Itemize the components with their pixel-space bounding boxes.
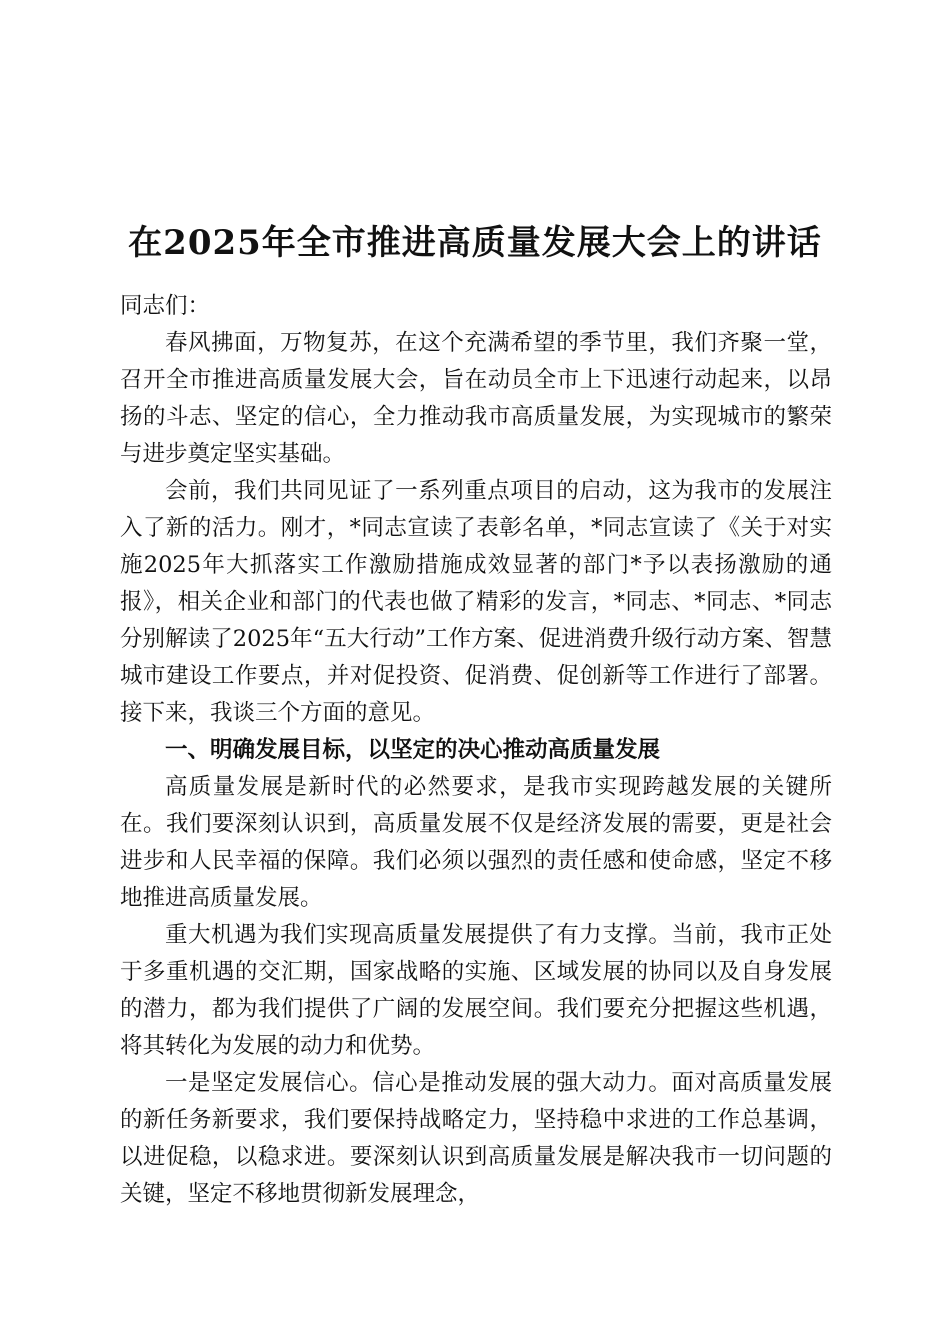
paragraph-section-2: 重大机遇为我们实现高质量发展提供了有力支撑。当前，我市正处于多重机遇的交汇期，国家战略的实施、区域发展的协同以及自身发展的潜力，都为我们提供了广阔的发展空间。我们要充分把握这些机遇，将其转化为发展的动力和优势。 [120,922,832,1059]
document-body [120,288,832,1213]
paragraph-section-1: 高质量发展是新时代的必然要求，是我市实现跨越发展的关键所在。我们要深刻认识到，高质量发展不仅是经济发展的需要，更是社会进步和人民幸福的保障。我们必须以强烈的责任感和使命感，坚定不移地推进高质量发展。 [120,774,832,911]
document-title: 在2025年全市推进高质量发展大会上的讲话 [128,222,822,263]
paragraph-section-3: 一是坚定发展信心。信心是推动发展的强大动力。面对高质量发展的新任务新要求，我们要保持战略定力，坚持稳中求进的工作总基调，以进促稳，以稳求进。要深刻认识到高质量发展是解决我市一切问题的关键，坚定不移地贯彻新发展理念， [120,1070,832,1207]
salutation: 同志们： [120,293,211,319]
section-heading: 一、明确发展目标，以坚定的决心推动高质量发展 [165,737,661,763]
paragraph-meeting-review: 会前，我们共同见证了一系列重点项目的启动，这为我市的发展注入了新的活力。刚才，*同志宣读了表彰名单，*同志宣读了《关于对实施2025年大抓落实工作激励措施成效显著的部门*予以表扬激励的通报》，相关企业和部门的代表也做了精彩的发言，*同志、*同志、*同志分别解读了2025年“五大行动”工作方案、促进消费升级行动方案、智慧城市建设工作要点，并对促投资、促消费、促创新等工作进行了部署。接下来，我谈三个方面的意见。 [120,478,832,726]
paragraph-opening: 春风拂面，万物复苏，在这个充满希望的季节里，我们齐聚一堂，召开全市推进高质量发展大会，旨在动员全市上下迅速行动起来，以昂扬的斗志、坚定的信心，全力推动我市高质量发展，为实现城市的繁荣与进步奠定坚实基础。 [120,330,832,467]
